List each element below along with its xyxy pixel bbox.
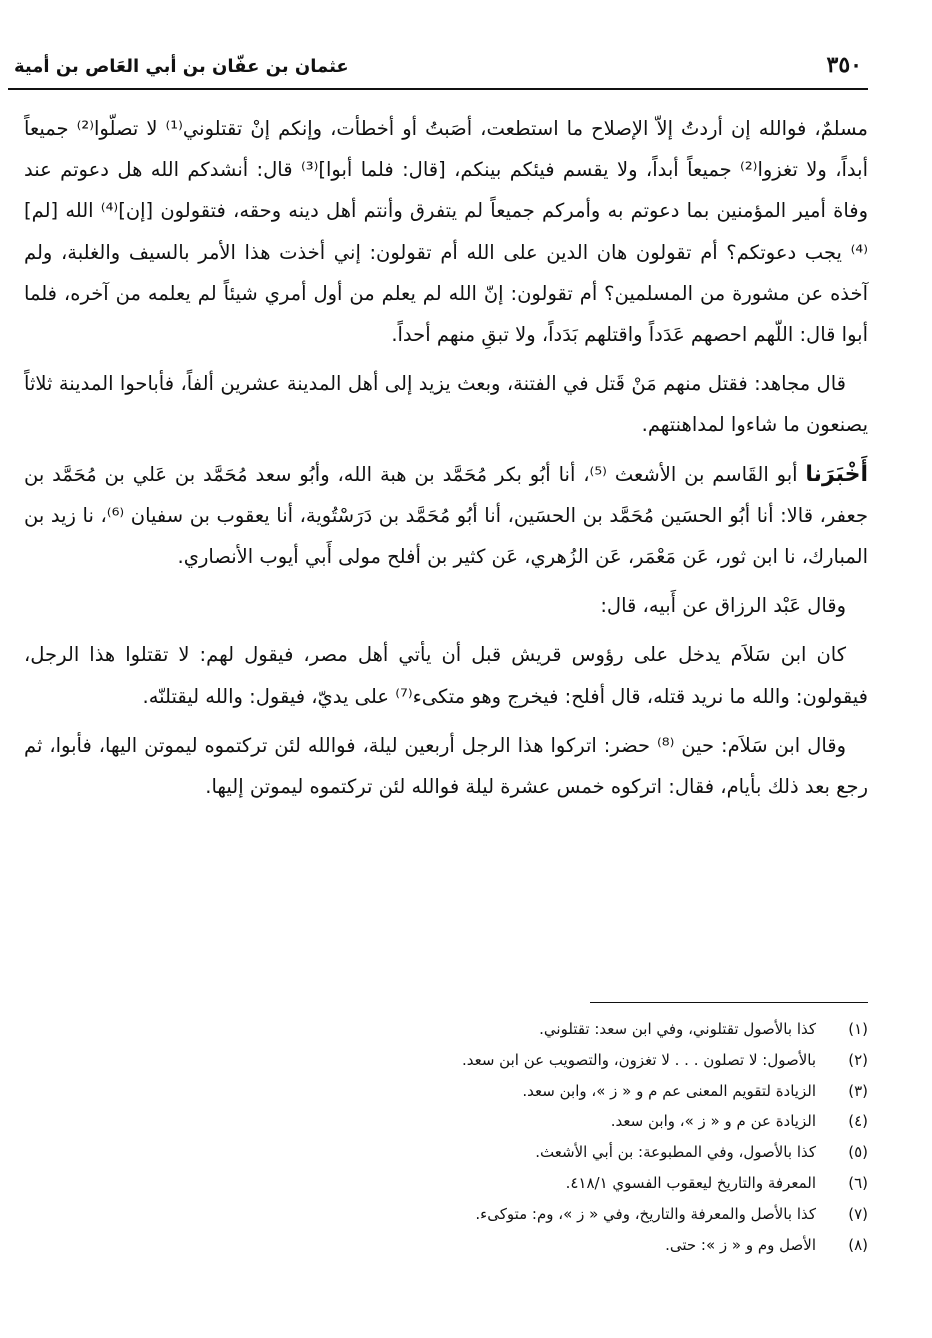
footnote-6: [108, 1168, 868, 1199]
footnote-number: (٨): [848, 1235, 868, 1254]
footnote-text: الزيادة لتقويم المعنى عم م و « ز »، وابن سعد.: [522, 1081, 816, 1100]
footnote-number: (٥): [848, 1143, 868, 1162]
header-rule: [8, 88, 868, 90]
footnote-text: الأصل وم و « ز »: حتى.: [665, 1235, 816, 1254]
paragraph-5: كان ابن سَلاَم يدخل على رؤوس قريش قبل أن يأتي أهل مصر، فيقول لهم: لا تقتلوا هذا الرجل، فيقولون: والله ما نريد قتله، قال أفلح: فيخرج وهو متكىء⁽⁷⁾ على يديّ، فيقول: والله ليقتلنّه.: [24, 643, 868, 708]
footnotes: [108, 1014, 868, 1260]
footnote-rule: [590, 1002, 868, 1003]
page-header: [14, 52, 862, 88]
paragraph-1: مسلمٌ، فوالله إن أردتُ إلاّ الإصلاح ما استطعت، أصَبتُ أو أخطأت، وإنكم إنْ تقتلوني⁽¹⁾ لا تصلّوا⁽²⁾ جميعاً أبداً، ولا تغزوا⁽²⁾ جميعاً أبداً، ولا يقسم فيئكم بينكم، [قال: فلما أبوا]⁽³⁾ قال: أنشدكم الله هل دعوتم عند وفاة أمير المؤمنين بما دعوتم به وأمركم جميعاً لم يتفرق وأنتم أهل دينه وحقه، فتقولون [إن]⁽⁴⁾ الله [لم]⁽⁴⁾ يجب دعوتكم؟ أم تقولون هان الدين على الله أم تقولون: إني أخذت هذا الأمر بالسيف والغلبة، ولم آخذه عن مشورة من المسلمين؟ أم تقولون: إنّ الله لم يعلم من أول أمري شيئاً لم يعلمه من آخره، فلما أبوا قال: اللّهم احصهم عَدَداً واقتلهم بَدَداً، ولا تبقِ منهم أحداً.: [24, 117, 868, 347]
footnote-number: (٤): [848, 1112, 868, 1131]
page-number: ٣٥٠: [826, 52, 862, 78]
footnote-number: (٣): [848, 1081, 868, 1100]
paragraph-4: وقال عَبْد الرزاق عن أَبيه، قال:: [600, 594, 846, 618]
footnote-text: بالأصول: لا تصلون . . . لا تغزون، والتصويب عن ابن سعد.: [461, 1050, 816, 1069]
footnote-text: كذا بالأصول، وفي المطبوعة: بن أبي الأشعث.: [535, 1143, 816, 1162]
footnote-text: الزيادة عن م و « ز »، وابن سعد.: [610, 1112, 816, 1131]
footnote-8: [108, 1230, 868, 1261]
paragraph-3: [24, 454, 868, 578]
footnote-number: (٦): [848, 1173, 868, 1192]
paragraph-2: قال مجاهد: فقتل منهم مَنْ قَتل في الفتنة، وبعث يزيد إلى أهل المدينة عشرين ألفاً، فأباحوا المدينة ثلاثاً يصنعون ما شاءوا لمداهنتهم.: [24, 372, 868, 437]
running-title: عثمان بن عفّان بن أبي العَاص بن أمية: [14, 56, 349, 77]
footnote-3: [108, 1076, 868, 1107]
footnote-text: كذا بالأصل والمعرفة والتاريخ، وفي « ز »، وم: متوكىء.: [475, 1204, 816, 1223]
footnote-4: [108, 1106, 868, 1137]
footnote-7: [108, 1199, 868, 1230]
footnote-number: (٢): [848, 1050, 868, 1069]
paragraph-6: وقال ابن سَلاَم: حين ⁽⁸⁾ حضر: اتركوا هذا الرجل أربعين ليلة، فوالله لئن تركتموه ليموتن اليها، فأبوا، ثم رجع بعد ذلك بأيام، فقال: اتركوه خمس عشرة ليلة فوالله لئن تركتموه ليموتن إليها.: [24, 733, 868, 799]
footnote-number: (١): [848, 1020, 868, 1038]
footnote-number: (٧): [848, 1204, 868, 1223]
footnote-text: كذا بالأصول تقتلوني، وفي ابن سعد: تقتلوني.: [539, 1020, 816, 1038]
paragraph-3-lead-word: أَخْبَرَنا: [805, 461, 869, 487]
footnote-text: المعرفة والتاريخ ليعقوب الفسوي ٤١٨/١.: [565, 1173, 816, 1192]
main-text: [24, 108, 868, 807]
footnote-1: [108, 1014, 868, 1045]
footnote-5: [108, 1137, 868, 1168]
footnote-2: [108, 1045, 868, 1076]
paragraph-3-text: أبو القَاسم بن الأشعث ⁽⁵⁾، أنا أبُو بكر مُحَمَّد بن هبة الله، وأبُو سعد مُحَمَّد بن عَلي بن مُحَمَّد بن جعفر، قالا: أنا أبُو الحسَين مُحَمَّد بن الحسَين، أنا أبُو مُحَمَّد بن دَرَسْتُوية، أنا يعقوب بن سفيان ⁽⁶⁾، نا زيد بن المبارك، نا ابن ثور، عَن مَعْمَر، عَن الزُهري، عَن كثير بن أفلح مولى أَبي أيوب الأنصاري.: [24, 462, 869, 569]
